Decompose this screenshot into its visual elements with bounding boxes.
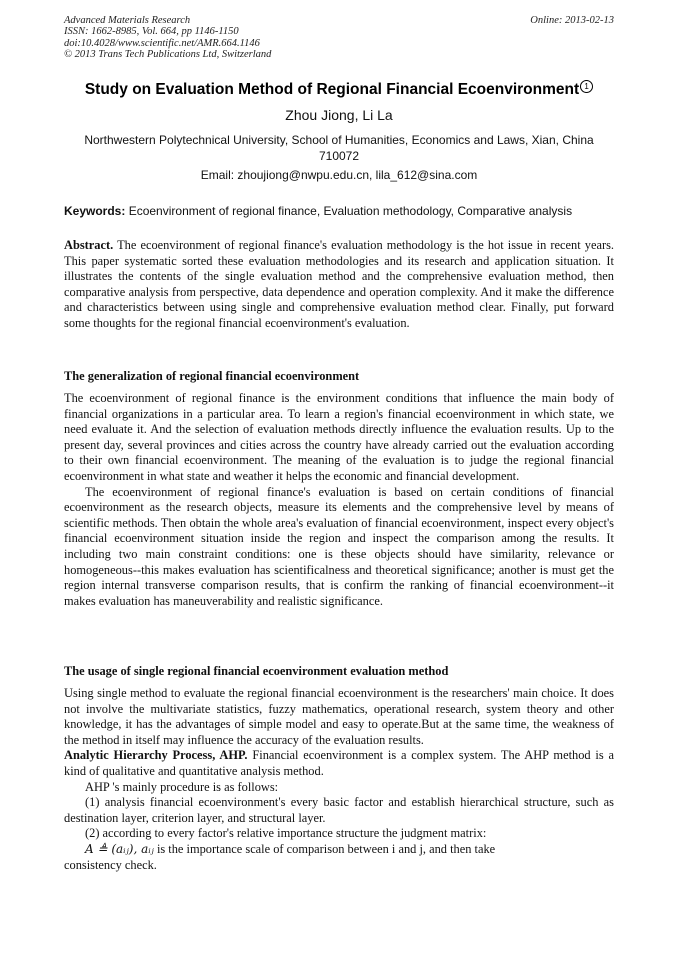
paper-authors: Zhou Jiong, Li La [285, 107, 393, 123]
section-heading-2: The usage of single regional financial ecoenvironment evaluation method [64, 664, 449, 678]
abstract-label: Abstract. [64, 238, 114, 252]
journal-issn: ISSN: 1662-8985, Vol. 664, pp 1146-1150 [64, 26, 239, 38]
section-2-body [64, 686, 614, 873]
journal-header [64, 15, 271, 60]
keywords-label: Keywords: [64, 204, 126, 218]
formula-description: is the importance scale of comparison between i and j, and then take [156, 841, 496, 856]
judgment-matrix-formula: A ≜ (aᵢⱼ), aᵢⱼ [85, 841, 154, 856]
affiliation-line-2: 710072 [318, 148, 360, 163]
section-2-paragraph-1: Using single method to evaluate the regional financial ecoenvironment is the researchers' main choice. It does not involve the multivariate statistics, fuzzy mathematics, operational research, system theory and other knowledge, it has the advantages of simple model and easy to operate.But at the same time, the weakness of the method in itself may influence the accuracy of the evaluation results. [64, 686, 614, 747]
keywords [64, 204, 624, 218]
paper-title-text: Study on Evaluation Method of Regional Financial Ecoenvironment [84, 81, 580, 98]
keywords-text: Ecoenvironment of regional finance, Evaluation methodology, Comparative analysis [128, 204, 573, 218]
procedure-step-2: (2) according to every factor's relative importance structure the judgment matrix: [85, 826, 487, 841]
paper-title [40, 80, 638, 99]
ahp-label: Analytic Hierarchy Process, AHP. [64, 748, 248, 763]
procedure-step-2-end: consistency check. [64, 857, 157, 872]
paper-affiliation [64, 133, 614, 164]
online-date: Online: 2013-02-13 [530, 15, 614, 26]
ahp-text: Financial ecoenvironment is a complex system. The AHP method is a kind of qualitative and quantitative analysis method. [64, 748, 614, 778]
journal-copyright: © 2013 Trans Tech Publications Ltd, Switzerland [64, 48, 272, 60]
footnote-mark: 1 [580, 80, 593, 93]
section-heading-1: The generalization of regional financial ecoenvironment [64, 369, 360, 383]
journal-doi: doi:10.4028/www.scientific.net/AMR.664.1146 [64, 37, 260, 49]
procedure-intro: AHP 's mainly procedure is as follows: [85, 779, 279, 794]
procedure-step-1: (1) analysis financial ecoenvironment's every basic factor and establish hierarchical structure, such as destination layer, criterion layer, and structural layer. [64, 795, 614, 825]
affiliation-line-1: Northwestern Polytechnical University, School of Humanities, Economics and Laws, Xian, China [84, 133, 594, 147]
abstract [64, 238, 614, 332]
section-1-body [64, 391, 614, 609]
journal-name: Advanced Materials Research [64, 15, 191, 26]
section-1-paragraph-2: The ecoenvironment of regional finance's evaluation is based on certain conditions of financial ecoenvironment as the research objects, measure its elements and the comprehensive level by means of scientific methods. Then obtain the whole area's evaluation of financial ecoenvironment, inspect every object's financial ecoenvironment situation inside the region and inspect the comparison among the results. It including two main constraint conditions: one is these objects should have similarity, relevance or homogeneous--this makes evaluation has scientificalness and theoretical significance; another is must get the region internal transverse comparison results, that is confirm the ranking of financial ecoenvironment--it makes evaluation has maneuverability and realistic significance. [64, 484, 614, 608]
section-1-paragraph-1: The ecoenvironment of regional finance is the environment conditions that influence the main body of financial organizations in a particular area. To learn a region's financial ecoenvironment in which state, we need evaluate it. And the selection of evaluation methods directly influence the evaluation results. Up to the present day, several provinces and cities across the country have already carried out the evaluation according to their own financial ecoenvironment. The meaning of the evaluation is to judge the regional financial ecoenvironment in what state and weather it helps the economic and financial development. [64, 391, 614, 483]
abstract-text: The ecoenvironment of regional finance's evaluation methodology is the hot issue in recent years. This paper systematic sorted these evaluation methodologies and its research and application situation. It illustrates the contents of the single evaluation method and the comprehensive evaluation method, then comparative analysis from perspective, data dependence and operation complexity. And it make the difference and characteristics between using single and comprehensive evaluation method clear. Finally, put forward some thoughts for the regional financial ecoenvironment's evaluation. [64, 238, 615, 330]
paper-email: Email: zhoujiong@nwpu.edu.cn, lila_612@sina.com [200, 168, 478, 182]
